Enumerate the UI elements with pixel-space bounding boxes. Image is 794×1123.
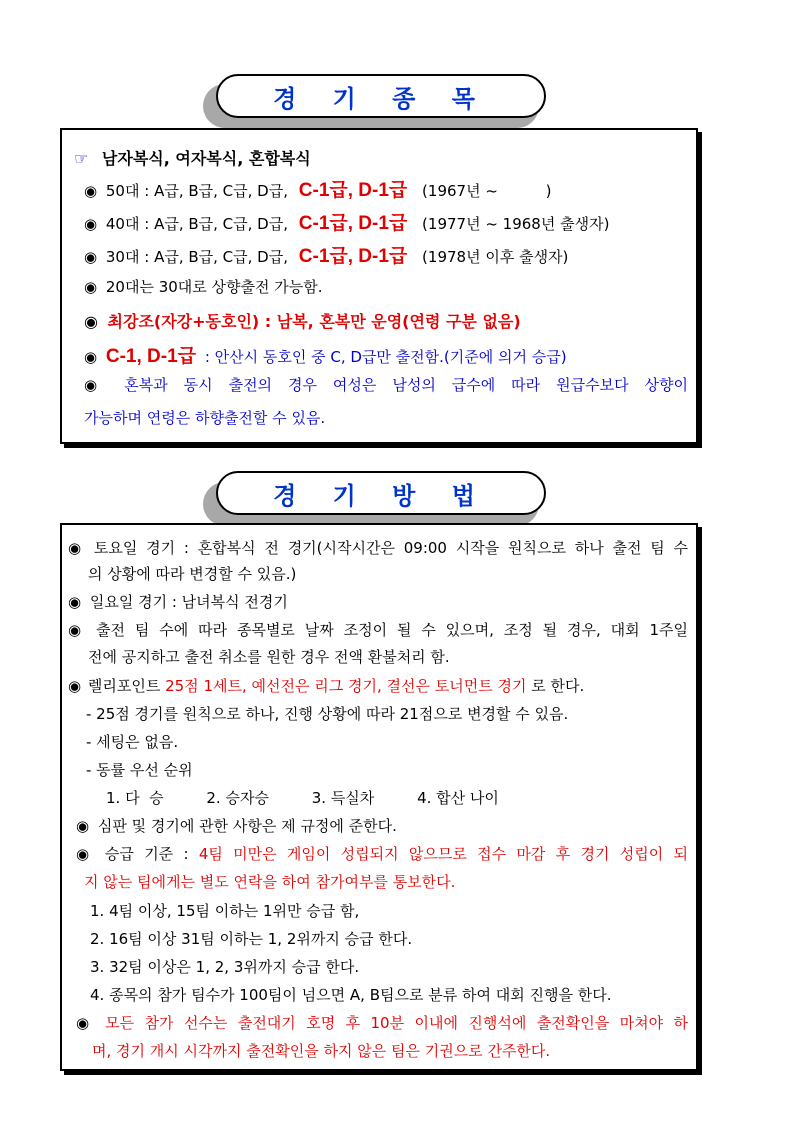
section1-title: 경 기 종 목 [216, 74, 546, 118]
promotion-label: 승급 기준 : [104, 845, 199, 863]
bullet-icon: ◉ [76, 845, 95, 863]
age-label: 40대 [105, 215, 140, 233]
colon: : [144, 248, 155, 266]
mixed-line-2 [84, 407, 325, 428]
grades: A급, B급, C급, D급, [154, 215, 288, 233]
age-row-40 [84, 208, 609, 235]
rank-item: 3. 득실차 [311, 789, 375, 807]
saturday-text-1: 토요일 경기 : 혼합복식 전 경기(시작시간은 09:00 시작을 원칙으로 하나 출전 팀 수 [93, 539, 688, 557]
rank-item: 2. 승자승 [206, 789, 269, 807]
age20-line [84, 276, 323, 297]
mixed-line-1 [84, 374, 688, 395]
bullet-icon: ◉ [68, 621, 87, 639]
promotion-text-1: 4팀 미만은 게임이 성립되지 않으므로 접수 마감 후 경기 성립이 되 [198, 845, 688, 863]
saturday-text-2: 의 상황에 따라 변경할 수 있음.) [88, 565, 297, 583]
rank-item: 1. 다 승 [106, 789, 164, 807]
age-label: 30대 [105, 248, 140, 266]
bullet-icon: ◉ [84, 376, 109, 394]
promotion-item-2: 2. 16팀 이상 31팀 이하는 1, 2위까지 승급 한다. [90, 930, 413, 948]
bullet-icon: ◉ [84, 182, 98, 200]
promotion-item-3: 3. 32팀 이상은 1, 2, 3위까지 승급 한다. [90, 958, 360, 976]
grades: A급, B급, C급, D급, [154, 248, 288, 266]
teams-text-2: 전에 공지하고 출전 취소를 원한 경우 전액 환불처리 함. [88, 648, 450, 666]
c1d1-label: C-1, D-1급 [105, 346, 197, 367]
age-row-50 [84, 175, 551, 202]
promotion-line-1 [76, 843, 688, 864]
birth-note: (1977년 ~ 1968년 출생자) [422, 215, 610, 233]
c1d1-text: : 안산시 동호인 중 C, D급만 출전함.(기준에 의거 승급) [204, 348, 567, 366]
colon: : [144, 215, 155, 233]
rally-text-b: 25점 1세트, 예선전은 리그 경기, 결선은 토너먼트 경기 [165, 677, 527, 695]
strongest-line [84, 309, 521, 332]
dash-line-1: - 25점 경기를 원칙으로 하나, 진행 상황에 따라 21점으로 변경할 수 있음. [86, 705, 569, 723]
bullet-icon: ◉ [84, 215, 98, 233]
rally-text-a: 렐리포인트 [87, 677, 166, 695]
promotion-line-2 [84, 871, 455, 892]
bullet-icon: ◉ [84, 348, 98, 366]
bullet-icon: ◉ [84, 312, 98, 331]
final-text-1: 모든 참가 선수는 출전대기 호명 후 10분 이내에 진행석에 출전확인을 마쳐야 하 [105, 1014, 688, 1032]
strongest-text: 최강조(자강+동호인) : 남복, 혼복만 운영(연령 구분 없음) [107, 312, 521, 331]
final-line-2 [92, 1040, 550, 1061]
rally-text-c: 로 한다. [531, 677, 585, 695]
referee-text: 심판 및 경기에 관한 사항은 제 규정에 준한다. [97, 817, 397, 835]
special-grades: C-1급, D-1급 [298, 213, 408, 234]
age-label: 50대 [105, 182, 140, 200]
colon: : [144, 182, 155, 200]
final-text-2: 며, 경기 개시 시각까지 출전확인을 하지 않은 팀은 기권으로 간주한다. [92, 1042, 551, 1060]
dash-line-2: - 세팅은 없음. [86, 733, 179, 751]
special-grades: C-1급, D-1급 [298, 246, 408, 267]
special-grades: C-1급, D-1급 [298, 180, 408, 201]
bullet-icon: ◉ [84, 248, 98, 266]
promotion-text-2: 지 않는 팀에게는 별도 연락을 하여 참가여부를 통보한다. [84, 873, 456, 891]
bullet-icon: ◉ [68, 677, 82, 695]
section2-title: 경 기 방 법 [216, 471, 546, 515]
age-row-30 [84, 241, 568, 268]
promotion-item-1: 1. 4팀 이상, 15팀 이하는 1위만 승급 함, [90, 902, 360, 920]
grades: A급, B급, C급, D급, [154, 182, 288, 200]
bullet-icon: ◉ [68, 593, 82, 611]
sunday-line [68, 591, 288, 612]
bullet-icon: ◉ [76, 817, 90, 835]
saturday-line-2 [88, 563, 296, 584]
teams-line-1 [68, 619, 688, 640]
teams-line-2 [88, 646, 450, 667]
final-line-1 [76, 1012, 688, 1033]
sunday-text: 일요일 경기 : 남녀복식 전경기 [89, 593, 288, 611]
mixed-text-1: 혼복과 동시 출전의 경우 여성은 남성의 급수에 따라 원급수보다 상향이 [124, 376, 688, 394]
saturday-line-1 [68, 537, 688, 558]
bullet-icon: ◉ [68, 539, 86, 557]
referee-line [76, 815, 397, 836]
rank-item: 4. 합산 나이 [417, 789, 499, 807]
pointing-hand-icon: ☞ [74, 149, 89, 168]
mixed-text-2: 가능하며 연령은 하향출전할 수 있음. [84, 409, 326, 427]
bullet-icon: ◉ [84, 278, 98, 296]
teams-text-1: 출전 팀 수에 따라 종목별로 날짜 조정이 될 수 있으며, 조정 될 경우, 대회 1주일 [96, 621, 688, 639]
dash-line-3: - 동률 우선 순위 [86, 761, 193, 779]
c1d1-line [84, 341, 567, 368]
rally-line [68, 675, 584, 696]
event-list-line [74, 146, 311, 169]
bullet-icon: ◉ [76, 1014, 95, 1032]
birth-note: (1978년 이후 출생자) [422, 248, 569, 266]
promotion-item-4: 4. 종목의 참가 팀수가 100팀이 넘으면 A, B팀으로 분류 하여 대회 진행을 한다. [90, 986, 612, 1004]
event-list: 남자복식, 여자복식, 혼합복식 [101, 149, 311, 168]
birth-note: (1967년 ~ ) [422, 182, 552, 200]
age20-text: 20대는 30대로 상향출전 가능함. [105, 278, 323, 296]
rank-row [106, 787, 499, 808]
